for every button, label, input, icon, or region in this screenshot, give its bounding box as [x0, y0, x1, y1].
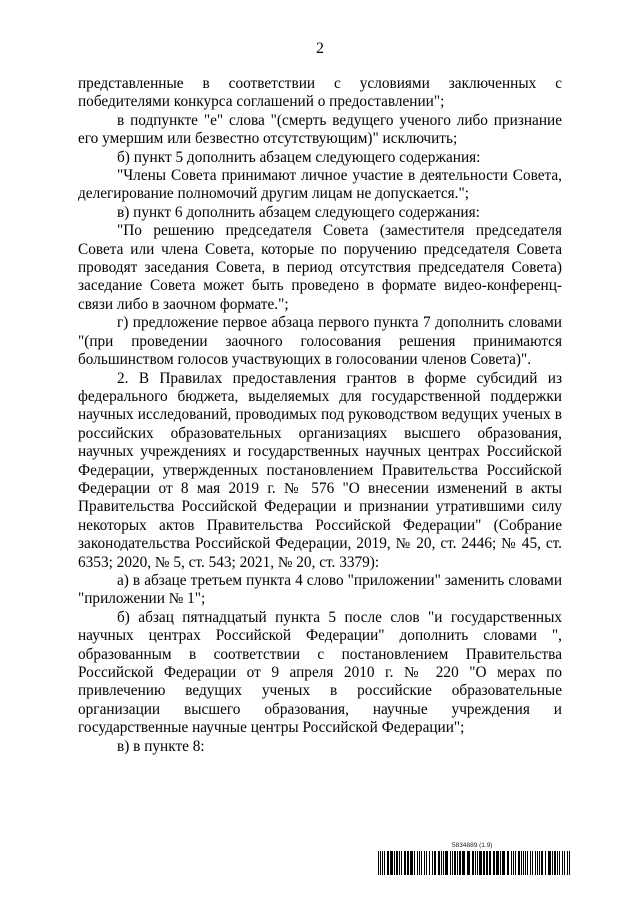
paragraph: "По решению председателя Совета (заместителя председателя Совета или члена Совета, которые по поручению председателя Совета проводят заседания Совета, в период отсутствия председателя Совета) заседание Совета может быть проведено в формате видео-конференц-связи либо в заочном формате.";	[78, 222, 562, 313]
paragraph: б) абзац пятнадцатый пункта 5 после слов "и государственных научных центрах Российской Федерации" дополнить словами ", образованным в соответствии с постановлением Правительства Российской Федерации от 9 апреля 2010 г. № 220 "О мерах по привлечению ведущих ученых в российские образовательные организации высшего образования, научные учреждения и государственные научные центры Российской Федерации";	[78, 608, 562, 737]
document-barcode	[378, 842, 570, 882]
barcode-code: 5834889 (1.9)	[452, 842, 493, 849]
paragraph: "Члены Совета принимают личное участие в деятельности Совета, делегирование полномочий другим лицам не допускается.";	[78, 167, 562, 203]
page-number: 2	[316, 40, 324, 57]
barcode-icon	[378, 851, 570, 875]
paragraph: в) пункт 6 дополнить абзацем следующего содержания:	[117, 203, 480, 221]
paragraph: в подпункте "е" слова "(смерть ведущего ученого либо признание его умершим или безвестно отсутствующим)" исключить;	[78, 111, 562, 148]
paragraph: представленные в соответствии с условиями заключенных с победителями конкурса соглашений о предоставлении";	[78, 75, 562, 111]
paragraph: а) в абзаце третьем пункта 4 слово "приложении" заменить словами "приложении № 1";	[78, 571, 562, 608]
paragraph: б) пункт 5 дополнить абзацем следующего содержания:	[117, 148, 481, 166]
paragraph: г) предложение первое абзаца первого пункта 7 дополнить словами "(при проведении заочного голосования решения принимаются большинством голосов участвующих в голосовании членов Совета)".	[78, 314, 562, 369]
document-body	[78, 75, 562, 756]
paragraph: в) в пункте 8:	[117, 737, 205, 755]
paragraph: 2. В Правилах предоставления грантов в форме субсидий из федерального бюджета, выделяемых для государственной поддержки научных исследований, проводимых под руководством ведущих ученых в российских образовательных организациях высшего образования, научных учреждениях и государственных научных центрах Российской Федерации, утвержденных постановлением Правительства Российской Федерации от 8 мая 2019 г. № 576 "О внесении изменений в акты Правительства Российской Федерации и признании утратившими силу некоторых актов Правительства Российской Федерации" (Собрание законодательства Российской Федерации, 2019, № 20, ст. 2446; № 45, ст. 6353; 2020, № 5, ст. 543; 2021, № 20, ст. 3379):	[78, 369, 562, 571]
